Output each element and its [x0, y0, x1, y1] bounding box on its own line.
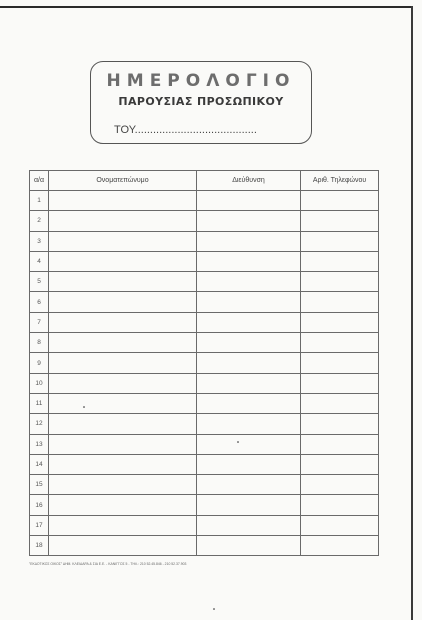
address-cell[interactable] — [197, 353, 301, 373]
table-row — [30, 191, 379, 211]
row-number: 18 — [30, 536, 49, 556]
table-row — [30, 373, 379, 393]
row-number: 14 — [30, 454, 49, 474]
address-cell[interactable] — [197, 536, 301, 556]
table-row — [30, 251, 379, 271]
row-number: 8 — [30, 333, 49, 353]
table-row — [30, 312, 379, 332]
name-cell[interactable] — [49, 475, 197, 495]
name-cell[interactable] — [49, 515, 197, 535]
name-cell[interactable] — [49, 373, 197, 393]
address-cell[interactable] — [197, 515, 301, 535]
table-row — [30, 434, 379, 454]
paper-speck — [237, 441, 239, 443]
address-cell[interactable] — [197, 373, 301, 393]
name-cell[interactable] — [49, 393, 197, 413]
phone-cell[interactable] — [301, 393, 379, 413]
name-cell[interactable] — [49, 353, 197, 373]
row-number: 15 — [30, 475, 49, 495]
owner-field[interactable]: ΤΟΥ........................................ — [114, 124, 257, 136]
phone-cell[interactable] — [301, 333, 379, 353]
table-row — [30, 231, 379, 251]
phone-cell[interactable] — [301, 231, 379, 251]
phone-cell[interactable] — [301, 353, 379, 373]
table-row — [30, 292, 379, 312]
address-cell[interactable] — [197, 272, 301, 292]
column-header-serial: α/α — [30, 171, 49, 191]
document-subtitle: ΠΑΡΟΥΣΙΑΣ ΠΡΟΣΩΠΙΚΟΥ — [118, 95, 284, 108]
phone-cell[interactable] — [301, 373, 379, 393]
column-header-full-name: Ονοματεπώνυμο — [49, 171, 197, 191]
address-cell[interactable] — [197, 312, 301, 332]
page-edge-right — [411, 6, 413, 620]
row-number: 1 — [30, 191, 49, 211]
row-number: 10 — [30, 373, 49, 393]
phone-cell[interactable] — [301, 251, 379, 271]
name-cell[interactable] — [49, 292, 197, 312]
phone-cell[interactable] — [301, 434, 379, 454]
table-row — [30, 353, 379, 373]
table-row — [30, 515, 379, 535]
row-number: 2 — [30, 211, 49, 231]
name-cell[interactable] — [49, 272, 197, 292]
table-row — [30, 211, 379, 231]
address-cell[interactable] — [197, 292, 301, 312]
phone-cell[interactable] — [301, 536, 379, 556]
table-row — [30, 475, 379, 495]
name-cell[interactable] — [49, 312, 197, 332]
page-edge-top — [0, 6, 412, 8]
table-row — [30, 495, 379, 515]
address-cell[interactable] — [197, 191, 301, 211]
table-row — [30, 333, 379, 353]
name-cell[interactable] — [49, 251, 197, 271]
name-cell[interactable] — [49, 495, 197, 515]
phone-cell[interactable] — [301, 414, 379, 434]
address-cell[interactable] — [197, 434, 301, 454]
row-number: 16 — [30, 495, 49, 515]
paper-speck — [83, 406, 85, 408]
name-cell[interactable] — [49, 333, 197, 353]
address-cell[interactable] — [197, 393, 301, 413]
phone-cell[interactable] — [301, 292, 379, 312]
address-cell[interactable] — [197, 414, 301, 434]
row-number: 11 — [30, 393, 49, 413]
name-cell[interactable] — [49, 191, 197, 211]
row-number: 13 — [30, 434, 49, 454]
address-cell[interactable] — [197, 333, 301, 353]
column-header-phone: Αριθ. Τηλεφώνου — [301, 171, 379, 191]
table-header-row — [30, 171, 379, 191]
phone-cell[interactable] — [301, 191, 379, 211]
column-header-address: Διεύθυνση — [197, 171, 301, 191]
address-cell[interactable] — [197, 211, 301, 231]
name-cell[interactable] — [49, 231, 197, 251]
phone-cell[interactable] — [301, 272, 379, 292]
table-body — [30, 191, 379, 556]
row-number: 6 — [30, 292, 49, 312]
staff-register-table — [29, 170, 379, 556]
row-number: 4 — [30, 251, 49, 271]
phone-cell[interactable] — [301, 454, 379, 474]
phone-cell[interactable] — [301, 495, 379, 515]
row-number: 7 — [30, 312, 49, 332]
row-number: 17 — [30, 515, 49, 535]
phone-cell[interactable] — [301, 312, 379, 332]
table-row — [30, 454, 379, 474]
address-cell[interactable] — [197, 475, 301, 495]
name-cell[interactable] — [49, 211, 197, 231]
address-cell[interactable] — [197, 231, 301, 251]
address-cell[interactable] — [197, 495, 301, 515]
table-row — [30, 536, 379, 556]
phone-cell[interactable] — [301, 475, 379, 495]
row-number: 5 — [30, 272, 49, 292]
table-row — [30, 272, 379, 292]
header-box — [90, 61, 312, 144]
document-title: ΗΜΕΡΟΛΟΓΙΟ — [106, 71, 296, 91]
phone-cell[interactable] — [301, 211, 379, 231]
name-cell[interactable] — [49, 536, 197, 556]
phone-cell[interactable] — [301, 515, 379, 535]
name-cell[interactable] — [49, 414, 197, 434]
paper-speck — [213, 608, 215, 610]
name-cell[interactable] — [49, 434, 197, 454]
name-cell[interactable] — [49, 454, 197, 474]
publisher-footer: "ΕΚΔΟΤΙΚΟΣ ΟΙΚΟΣ" ΔΗΜ. ΚΛΕΙΔΑΡΑ & ΣΙΑ Ε.Ε. - ΚΑΝΙΓΓΟΣ 5 - ΤΗΛ.: 210 52.45.846 - 210 52.37.903 — [29, 562, 187, 566]
address-cell[interactable] — [197, 251, 301, 271]
row-number: 3 — [30, 231, 49, 251]
table-row — [30, 414, 379, 434]
row-number: 12 — [30, 414, 49, 434]
row-number: 9 — [30, 353, 49, 373]
table-row — [30, 393, 379, 413]
address-cell[interactable] — [197, 454, 301, 474]
